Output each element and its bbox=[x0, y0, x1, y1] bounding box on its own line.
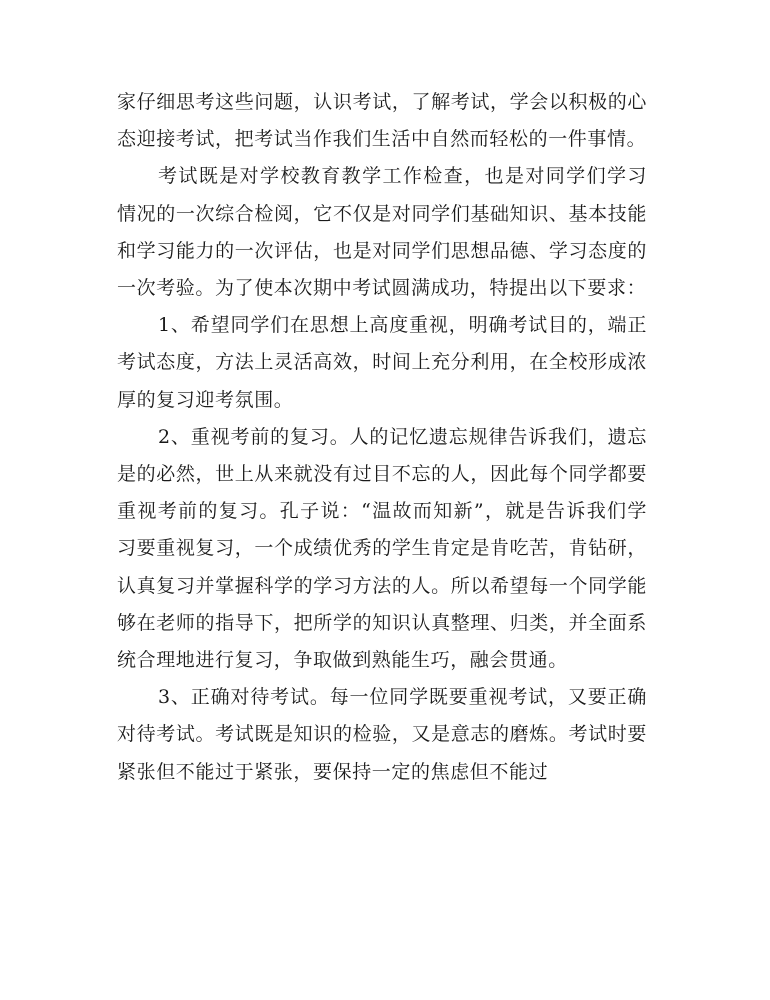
paragraph-5: 3、正确对待考试。每一位同学既要重视考试，又要正确对待考试。考试既是知识的检验，又是意志的磨炼。考试时要紧张但不能过于紧张，要保持一定的焦虑但不能过 bbox=[117, 686, 647, 783]
paragraph-4: 2、重视考前的复习。人的记忆遗忘规律告诉我们，遗忘是的必然，世上从来就没有过目不忘的人，因此每个同学都要重视考前的复习。孔子说：“温故而知新”，就是告诉我们学习要重视复习，一个成绩优秀的学生肯定是肯吃苦，肯钻研，认真复习并掌握科学的学习方法的人。所以希望每一个同学能够在老师的指导下，把所学的知识认真整理、归类，并全面系统合理地进行复习，争取做到熟能生巧，融会贯通。 bbox=[117, 425, 647, 672]
paragraph-1: 家仔细思考这些问题，认识考试，了解考试，学会以积极的心态迎接考试，把考试当作我们生活中自然而轻松的一件事情。 bbox=[117, 91, 647, 151]
paragraph-2: 考试既是对学校教育教学工作检查，也是对同学们学习情况的一次综合检阅，它不仅是对同学们基础知识、基本技能和学习能力的一次评估，也是对同学们思想品德、学习态度的一次考验。为了使本次期中考试圆满成功，特提出以下要求： bbox=[117, 165, 647, 300]
document-body bbox=[117, 84, 647, 791]
paragraph-3: 1、希望同学们在思想上高度重视，明确考试目的，端正考试态度，方法上灵活高效，时间上充分利用，在全校形成浓厚的复习迎考氛围。 bbox=[117, 314, 647, 411]
